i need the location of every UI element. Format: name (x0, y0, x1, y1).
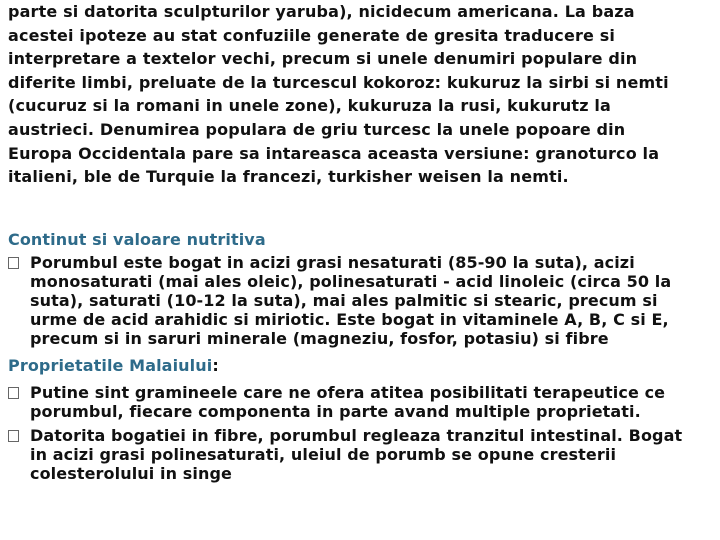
checkbox-bullet-icon (8, 387, 19, 399)
section-heading-suffix: : (212, 356, 219, 375)
bullet-text: Putine sint gramineele care ne ofera atitea posibilitati terapeutice ce porumbul, fiecare componenta in parte avand multiple proprietati. (30, 383, 666, 421)
section-heading-properties (8, 356, 219, 375)
section-heading-text: Proprietatile Malaiului (8, 356, 213, 375)
bullet-text: Porumbul este bogat in acizi grasi nesaturati (85-90 la suta), acizi monosaturati (mai ales oleic), polinesaturati - acid linoleic (circa 50 la suta), saturati (10-12 la suta), mai ales palmitic si stearic, precum si urme de acid arahidic si miriotic. Este bogat in vitaminele A, B, C si E, precum si in saruri minerale (magneziu, fosfor, potasiu) si fibre (30, 253, 672, 348)
bullet-text: Datorita bogatiei in fibre, porumbul regleaza tranzitul intestinal. Bogat in acizi grasi polinesaturati, uleiul de porumb se opune cresterii colesterolului in singe (30, 426, 683, 483)
intro-paragraph: parte si datorita sculpturilor yaruba), nicidecum americana. La baza acestei ipoteze au stat confuziile generate de gresita traducere si interpretare a textelor vechi, precum si unele denumiri populare din diferite limbi, preluate de la turcescul kokoroz: kukuruz la sirbi si nemti (cucuruz si la romani in unele zone), kukuruza la rusi, kukurutz la austrieci. Denumirea populara de griu turcesc la unele popoare din Europa Occidentala pare sa intareasca aceasta versiune: granoturco la italieni, ble de Turquie la francezi, turkisher weisen la nemti. (8, 2, 669, 187)
checkbox-bullet-icon (8, 430, 19, 442)
section-heading-text: Continut si valoare nutritiva (8, 230, 266, 249)
section-heading-nutrition (8, 230, 266, 249)
checkbox-bullet-icon (8, 257, 19, 269)
